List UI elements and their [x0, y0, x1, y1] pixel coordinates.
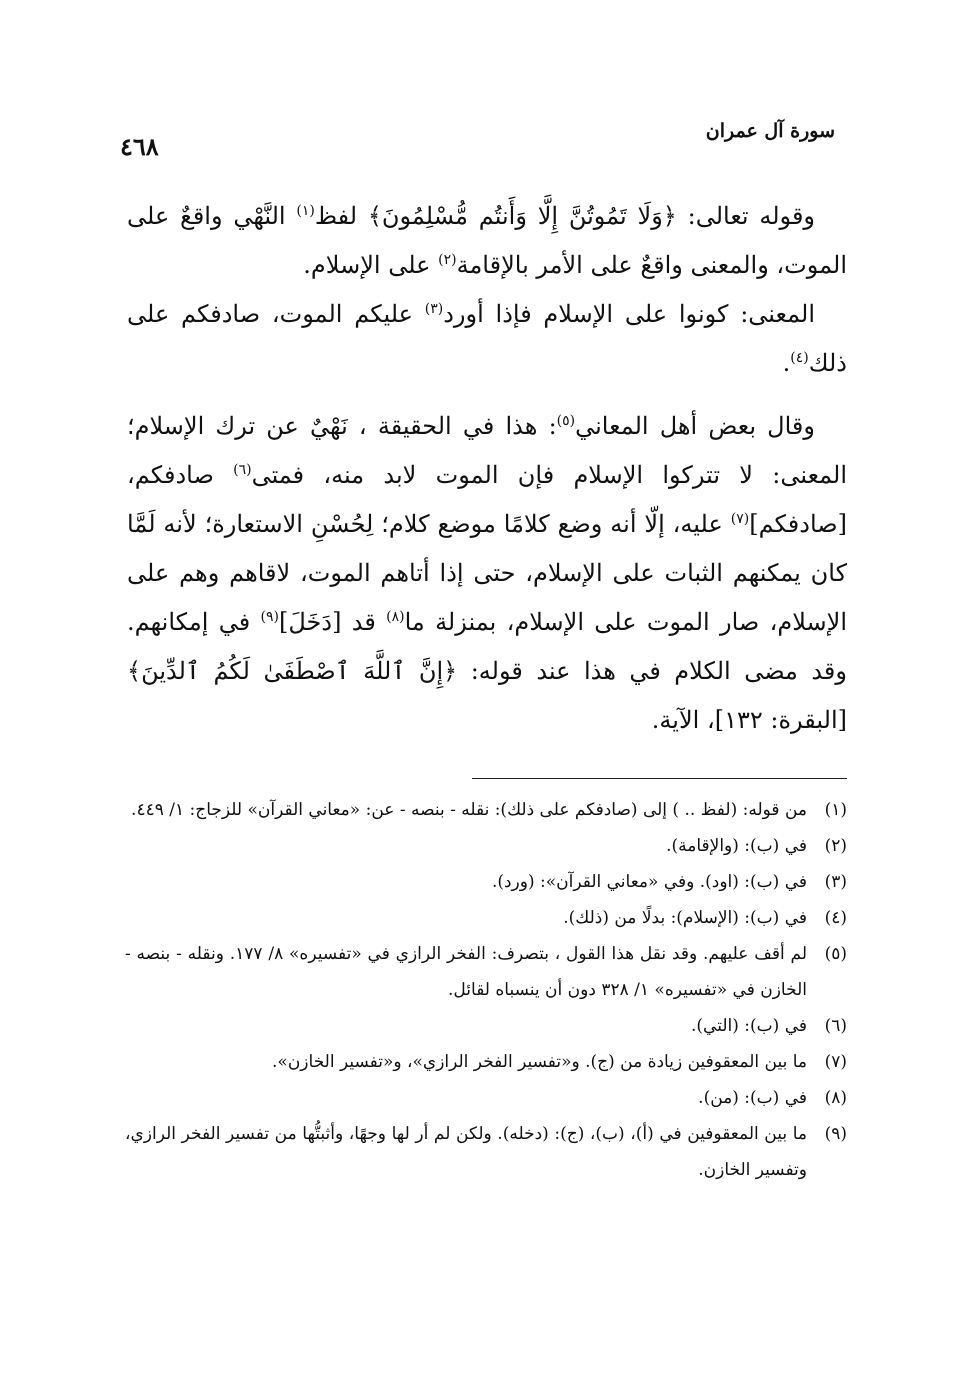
- footnote-number: (١): [824, 800, 847, 820]
- footnote-separator: [472, 778, 847, 779]
- footnote-text: ما بين المعقوفين زيادة من (ج). و«تفسير الفخر الرازي»، و«تفسير الخازن».: [272, 1052, 807, 1072]
- main-text: [127, 192, 847, 745]
- text-run: : هذا في الحقيقة ، نَهْيٌ عن ترك الإسلام؛ المعنى: لا تتركوا الإسلام فإن الموت لابد منه، فمتى: [127, 412, 847, 489]
- footnote-9: [125, 1116, 847, 1188]
- text-run: المعنى: كونوا على الإسلام فإذا أورد: [443, 300, 815, 328]
- paragraph-1: [127, 192, 847, 290]
- footnote-ref-5: (٥): [556, 413, 576, 429]
- footnote-text: في (ب): (من).: [698, 1088, 807, 1108]
- text-run: في إمكانهم. وقد مضى الكلام في هذا عند قوله: ﴿إِنَّ ٱللَّهَ ٱصْطَفَىٰ لَكُمُ ٱلدِّينَ﴾ [البقرة: ١٣٢]، الآية.: [127, 608, 847, 734]
- footnote-text: لم أقف عليهم. وقد نقل هذا القول ، بتصرف: الفخر الرازي في «تفسيره» ٨/ ١٧٧. ونقله - بنصه - الخازن في «تفسيره» ١/ ٣٢٨ دون أن ينسباه لقائل.: [125, 944, 807, 1000]
- footnote-ref-6: (٦): [233, 462, 252, 478]
- footnote-ref-8: (٨): [386, 609, 405, 625]
- footnote-ref-2: (٢): [438, 252, 457, 268]
- footnote-ref-9: (٩): [260, 609, 279, 625]
- running-title: سورة آل عمران: [705, 120, 835, 142]
- paragraph-2: [127, 290, 847, 388]
- footnote-text: في (ب): (اود). وفي «معاني القرآن»: (ورد).: [491, 872, 807, 892]
- paragraph-3: [127, 402, 847, 745]
- text-run: على الإسلام.: [303, 251, 439, 279]
- footnote-6: [125, 1008, 847, 1044]
- footnote-text: في (ب): (التي).: [691, 1016, 807, 1036]
- footnote-number: (٥): [824, 944, 847, 964]
- footnote-number: (٤): [824, 908, 847, 928]
- footnotes: [125, 792, 847, 1188]
- footnote-1: [125, 792, 847, 828]
- text-run: عليكم الموت، صادفكم على ذلك: [127, 300, 847, 377]
- footnote-ref-1: (١): [296, 203, 315, 219]
- footnote-2: [125, 828, 847, 864]
- text-run: قد [دَخَلَ]: [279, 608, 387, 636]
- page-header: [110, 112, 865, 162]
- text-run: صادفكم، [صادفكم]: [127, 461, 848, 538]
- text-run: عليه، إلّا أنه وضع كلامًا موضع كلام؛ لِحُسْنِ الاستعارة؛ لأنه لَمَّا كان يمكنهم الثبات على الإسلام، حتى إذا أتاهم الموت، لاقاهم وهم على الإسلام، صار الموت على الإسلام، بمنزلة ما: [127, 510, 848, 636]
- footnote-number: (٢): [824, 836, 847, 856]
- footnote-5: [125, 936, 847, 1008]
- text-run: النَّهْي واقعٌ على الموت، والمعنى واقعٌ على الأمر بالإقامة: [127, 202, 847, 279]
- footnote-text: ما بين المعقوفين في (أ)، (ب)، (ج): (دخله). ولكن لم أر لها وجهًا، وأثبتُّها من تفسير الفخر الرازي، وتفسير الخازن.: [125, 1124, 807, 1180]
- footnote-ref-3: (٣): [424, 301, 444, 317]
- footnote-4: [125, 900, 847, 936]
- footnote-number: (٣): [824, 872, 847, 892]
- footnote-text: من قوله: (لفظ .. ) إلى (صادفكم على ذلك): نقله - بنصه - عن: «معاني القرآن» للزجاج: ١/ ٤٤٩.: [131, 800, 807, 820]
- footnote-number: (٧): [824, 1052, 847, 1072]
- footnote-number: (٩): [824, 1124, 847, 1144]
- footnote-text: في (ب): (والإقامة).: [666, 836, 807, 856]
- text-run: وقال بعض أهل المعاني: [575, 412, 815, 440]
- footnote-number: (٦): [824, 1016, 847, 1036]
- footnote-7: [125, 1044, 847, 1080]
- text-run: .: [782, 349, 791, 377]
- footnote-text: في (ب): (الإسلام): بدلًا من (ذلك).: [563, 908, 807, 928]
- footnote-ref-7: (٧): [730, 511, 750, 527]
- footnote-8: [125, 1080, 847, 1116]
- page-number: ٤٦٨: [120, 132, 159, 161]
- footnote-3: [125, 864, 847, 900]
- text-run: وقوله تعالى: ﴿وَلَا تَمُوتُنَّ إِلَّا وَأَنتُم مُّسْلِمُونَ﴾ لفظ: [314, 202, 815, 230]
- footnote-number: (٨): [824, 1088, 847, 1108]
- footnote-ref-4: (٤): [790, 350, 809, 366]
